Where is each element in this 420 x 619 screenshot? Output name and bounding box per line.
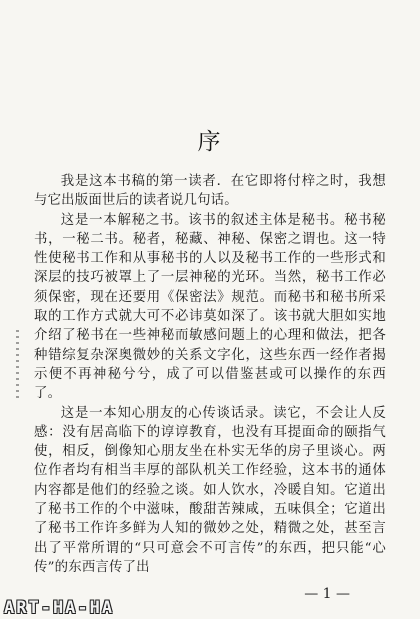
paragraph-3: 这是一本知心朋友的心传谈话录。读它，不会让人反感：没有居高临下的谆谆教育，也没有耳提面命的颐指气使，相反，倒像知心朋友坐在朴实无华的房子里谈心。两位作者均有相当丰厚的部队机关工作经验，这本书的通体内容都是他们的经验之谈。如人饮水，冷暖自知。它道出了秘书工作的个中滋味，酸甜苦辣咸，五味俱全；它道出了秘书工作许多鲜为人知的微妙之处，精微之处，甚至言出了平常所谓的“只可意会不可言传”的东西，把只能“心传”的东西言传了出 <box>34 405 386 575</box>
paragraph-2: 这是一本解秘之书。该书的叙述主体是秘书。秘书秘书，一秘二书。秘者，秘藏、神秘、保密之谓也。这一特性使秘书工作和从事秘书的人以及秘书工作的一些形式和深层的技巧被罩上了一层神秘的光环。当然，秘书工作必须保密，现在还要用《保密法》规范。而秘书和秘书所采取的工作方式就大可不必讳莫如深了。该书就大胆如实地介绍了秘书在一些神秘而敏感问题上的心理和做法，把各种错综复杂深奥微妙的关系文字化，这些东西一经作者揭示便不再神秘兮兮，成了可以借鉴甚或可以操作的东西了。 <box>34 212 386 402</box>
page-title: 序 <box>197 129 223 155</box>
scan-speckle <box>16 330 19 400</box>
paragraph-1: 我是这本书稿的第一读者．在它即将付梓之时，我想与它出版面世后的读者说几句话。 <box>34 174 386 209</box>
page-number: — 1 — <box>304 586 350 602</box>
watermark-logo: ART-HA-HA <box>4 598 115 618</box>
body-text <box>34 172 386 577</box>
